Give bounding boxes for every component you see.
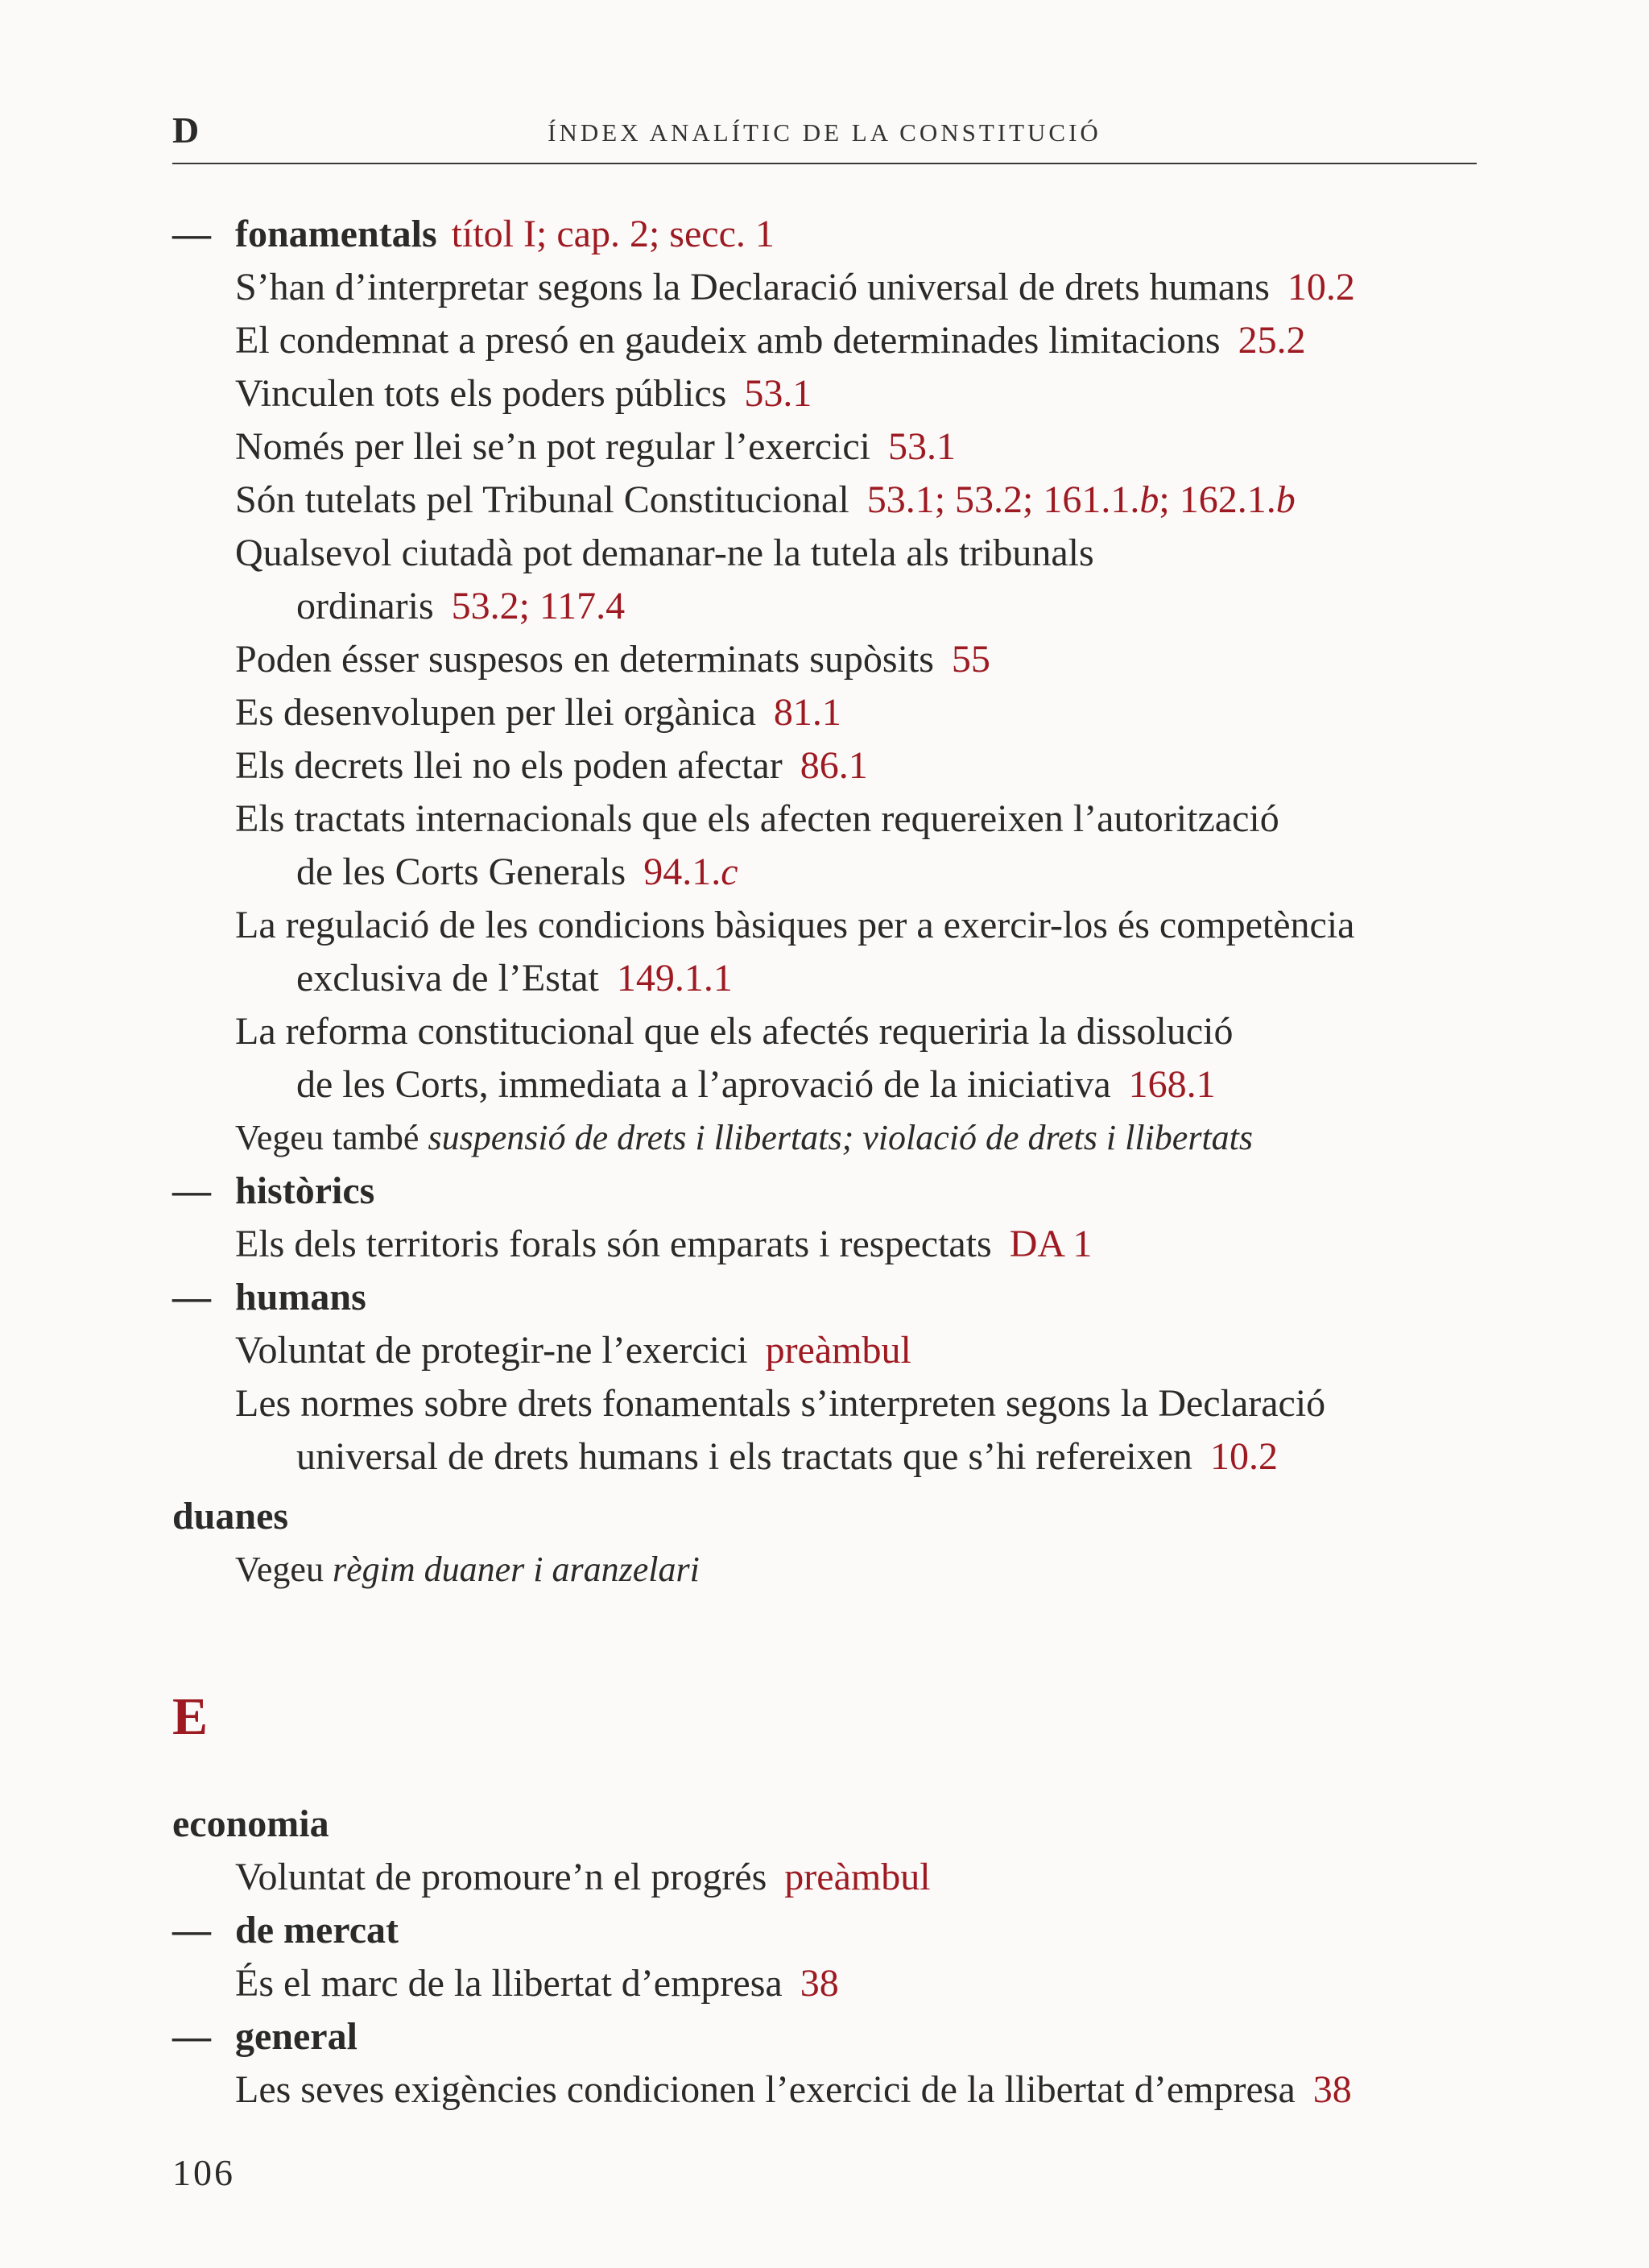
article-reference: 55 [951,638,990,681]
line-text: Voluntat de promoure’n el progrés [235,1856,767,1898]
index-line [172,2063,1477,2117]
ref-part: ; 162.1. [1159,478,1276,521]
index-line [172,1851,1477,1904]
index-line [172,367,1477,420]
em-dash: — [172,1169,211,1212]
subentry-label: general [235,2015,357,2058]
subentry-de-mercat [172,1904,1477,1957]
index-line [172,1005,1477,1058]
see-also-terms: suspensió de drets i llibertats; violació de drets i llibertats [428,1118,1254,1157]
line-text: de les Corts Generals [296,850,626,893]
subentry-label: humans [235,1276,366,1318]
index-line [172,261,1477,314]
line-text: Poden ésser suspesos en determinats supòsits [235,638,934,681]
index-line-continuation [172,580,1477,633]
article-reference: 53.1 [888,425,956,468]
ref-part: 94.1. [643,850,721,893]
see-also-prefix: Vegeu també [235,1118,419,1157]
headword-duanes: duanes [172,1495,289,1538]
article-reference: 38 [1312,2068,1352,2111]
article-reference: 149.1.1 [616,957,733,999]
article-reference: preàmbul [765,1329,911,1372]
line-text: Els tractats internacionals que els afecten requereixen l’autorització [235,797,1279,840]
headword-economia: economia [172,1802,329,1845]
line-text: Els dels territoris forals són emparats i respectats [235,1223,992,1265]
index-line-continuation [172,1058,1477,1111]
em-dash: — [172,1276,211,1318]
page-number: 106 [172,2152,235,2193]
article-reference: 25.2 [1238,319,1306,362]
subentry-humans [172,1271,1477,1324]
index-content [172,208,1477,2117]
article-reference [643,850,738,893]
running-header [172,106,1477,164]
line-text: Les normes sobre drets fonamentals s’interpreten segons la Declaració [235,1382,1326,1425]
line-text: ordinaris [296,585,434,627]
line-text: Es desenvolupen per llei orgànica [235,691,756,734]
article-reference: preàmbul [784,1856,931,1898]
line-text: La regulació de les condicions bàsiques per a exercir-los és competència [235,904,1355,946]
article-reference: 10.2 [1287,266,1355,308]
index-line [172,899,1477,952]
index-line [172,793,1477,846]
line-text: És el marc de la llibertat d’empresa [235,1962,783,2005]
section-letter: E [172,1687,209,1746]
article-reference: títol I; cap. 2; secc. 1 [451,213,775,255]
index-line [172,739,1477,793]
line-text: S’han d’interpretar segons la Declaració universal de drets humans [235,266,1270,308]
article-reference: 81.1 [773,691,841,734]
see-also-line [172,1111,1477,1165]
line-text: universal de drets humans i els tractats que s’hi refereixen [296,1435,1192,1478]
index-line [172,474,1477,527]
subentry-general [172,2010,1477,2063]
see-term: règim duaner i aranzelari [332,1550,700,1589]
line-text: Vinculen tots els poders públics [235,372,727,415]
ref-italic-letter: b [1275,478,1296,521]
index-line-continuation [172,846,1477,899]
spacer [172,1749,1477,1798]
line-text: La reforma constitucional que els afectés requeriria la dissolució [235,1010,1234,1053]
index-line [172,527,1477,580]
see-line [172,1543,1477,1596]
see-prefix: Vegeu [235,1550,324,1589]
ref-italic-letter: b [1139,478,1159,521]
line-text: Qualsevol ciutadà pot demanar-ne la tutela als tribunals [235,532,1094,574]
article-reference: 10.2 [1209,1435,1278,1478]
article-reference: 38 [800,1962,839,2005]
subentry-label: de mercat [235,1909,399,1951]
em-dash: — [172,2015,211,2058]
em-dash: — [172,1909,211,1951]
header-section-letter: D [172,110,200,151]
article-reference: DA 1 [1009,1223,1093,1265]
index-line [172,633,1477,686]
line-text: Els decrets llei no els poden afectar [235,744,783,787]
line-text: Només per llei se’n pot regular l’exercici [235,425,870,468]
index-line [172,686,1477,739]
subentry-label: històrics [235,1169,375,1212]
index-line-continuation [172,1430,1477,1484]
index-line [172,1957,1477,2010]
spacer [172,1596,1477,1685]
article-reference: 168.1 [1128,1063,1216,1106]
index-line-continuation [172,952,1477,1005]
line-text: de les Corts, immediata a l’aprovació de la iniciativa [296,1063,1111,1106]
spacer [172,1484,1477,1490]
index-line [172,1218,1477,1271]
index-line [172,1377,1477,1430]
ref-italic-letter: c [721,850,738,893]
line-text: exclusiva de l’Estat [296,957,599,999]
em-dash: — [172,213,211,255]
line-text: El condemnat a presó en gaudeix amb determinades limitacions [235,319,1221,362]
index-line [172,420,1477,474]
article-reference: 53.2; 117.4 [451,585,626,627]
line-text: Les seves exigències condicionen l’exercici de la llibertat d’empresa [235,2068,1296,2111]
article-reference [867,478,1296,521]
subentry-historics [172,1165,1477,1218]
header-title: ÍNDEX ANALÍTIC DE LA CONSTITUCIÓ [548,118,1101,147]
subentry-fonamentals [172,208,1477,261]
line-text: Són tutelats pel Tribunal Constitucional [235,478,849,521]
index-line [172,314,1477,367]
index-line [172,1324,1477,1377]
article-reference: 53.1 [744,372,812,415]
line-text: Voluntat de protegir-ne l’exercici [235,1329,748,1372]
article-reference: 86.1 [800,744,868,787]
ref-part: 53.1; 53.2; 161.1. [866,478,1140,521]
subentry-label: fonamentals [235,213,437,255]
